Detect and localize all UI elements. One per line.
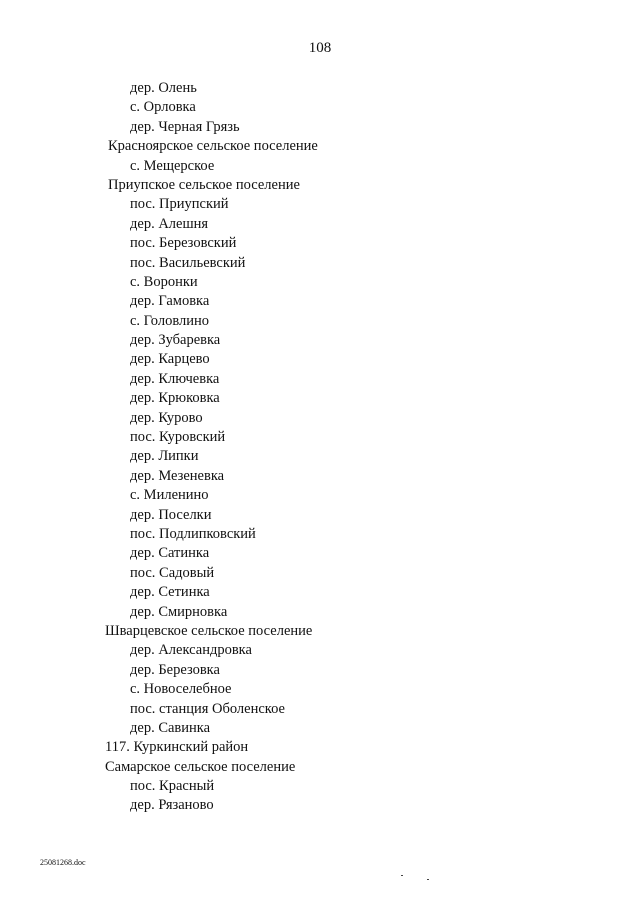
settlement-entry: пос. Красный bbox=[130, 778, 215, 795]
settlement-entry: дер. Ключевка bbox=[130, 370, 220, 387]
settlement-entry: дер. Курово bbox=[130, 409, 203, 426]
settlement-entry: пос. станция Оболенское bbox=[130, 700, 285, 717]
settlement-entry: дер. Березовка bbox=[130, 661, 220, 678]
settlement-entry: дер. Олень bbox=[130, 80, 197, 96]
settlement-entry: дер. Алешня bbox=[130, 215, 209, 232]
settlement-entry: с. Миленино bbox=[130, 487, 209, 504]
rural-settlement-heading: Красноярское сельское поселение bbox=[108, 138, 318, 155]
settlement-entry: дер. Сетинка bbox=[130, 584, 210, 601]
settlement-entry: пос. Садовый bbox=[130, 564, 215, 581]
rural-settlement-heading: Приупское сельское поселение bbox=[108, 176, 300, 193]
settlement-entry: дер. Черная Грязь bbox=[130, 118, 240, 135]
settlement-entry: дер. Савинка bbox=[130, 719, 211, 736]
section-heading: 117. Куркинский район bbox=[105, 739, 249, 756]
settlement-list bbox=[0, 79, 318, 816]
settlement-entry: дер. Сатинка bbox=[130, 545, 210, 562]
settlement-entry: дер. Смирновка bbox=[130, 603, 228, 620]
settlement-entry: дер. Крюковка bbox=[130, 390, 220, 407]
settlement-entry: с. Воронки bbox=[130, 273, 198, 290]
settlement-entry: дер. Мезеневка bbox=[130, 467, 225, 484]
settlement-entry: пос. Подлипковский bbox=[130, 525, 256, 542]
settlement-entry: дер. Липки bbox=[130, 448, 199, 465]
settlement-entry: пос. Куровский bbox=[130, 429, 226, 446]
settlement-entry: с. Головлино bbox=[130, 312, 209, 329]
settlement-entry: пос. Приупский bbox=[130, 196, 229, 213]
settlement-entry: дер. Рязаново bbox=[130, 797, 214, 814]
settlement-entry: пос. Березовский bbox=[130, 235, 237, 252]
settlement-entry: дер. Александровка bbox=[130, 642, 252, 659]
scan-speck bbox=[401, 875, 403, 876]
settlement-entry: дер. Зубаревка bbox=[130, 332, 221, 349]
section-heading: Шварцевское сельское поселение bbox=[105, 622, 313, 639]
footer-filename: 25081268.doc bbox=[40, 858, 86, 867]
settlement-entry: дер. Карцево bbox=[130, 351, 210, 368]
settlement-entry: дер. Гамовка bbox=[130, 293, 210, 310]
page-number: 108 bbox=[308, 40, 332, 56]
scan-speck bbox=[427, 879, 429, 880]
settlement-entry: с. Мещерское bbox=[130, 157, 215, 174]
settlement-entry: с. Новоселебное bbox=[130, 681, 232, 698]
settlement-entry: пос. Васильевский bbox=[130, 254, 246, 271]
section-heading: Самарское сельское поселение bbox=[105, 758, 296, 775]
settlement-entry: дер. Поселки bbox=[130, 506, 212, 523]
settlement-entry: с. Орловка bbox=[130, 99, 196, 116]
